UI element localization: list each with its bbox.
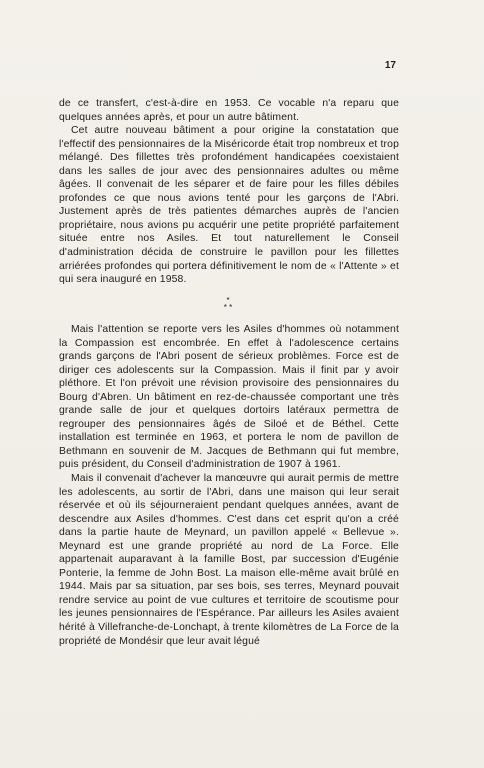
asterism-bottom: * * (223, 303, 233, 312)
paragraph: Mais l'attention se reporte vers les Asiles d'hommes où notamment la Compassion est encombrée. En effet à l'adolescence certains grands garçons de l'Abri posent de sérieux problèmes. Force est de diriger ces adolescents sur la Compassion. Mais il finit par y avoir pléthore. Et l'on prévoit une révision provisoire des pensionnaires du Bourg d'Abren. Un bâtiment en rez-de-chaussée comportant une très grande salle de jour et quelques dortoirs latéraux permettra de regrouper des pensionnaires âgés de Siloé et de Béthel. Cette installation est terminée en 1963, et portera le nom de pavillon de Bethmann en souvenir de M. Jacques de Bethmann qui fut membre, puis président, du Conseil d'administration de 1907 à 1961. (59, 324, 399, 471)
page-number: 17 (384, 60, 396, 71)
asterism-top: * (226, 296, 230, 305)
paragraph: Mais il convenait d'achever la manœuvre qui aurait permis de mettre les adolescents, au sortir de l'Abri, dans une maison qui leur serait réservée et où ils séjourneraient pendant quelques années, avant de descendre aux Asiles d'hommes. C'est dans cet esprit qu'on a créé dans la partie haute de Meynard, un pavillon appelé « Bellevue ». Meynard est une grande propriété au nord de La Force. Elle appartenait auparavant à la famille Bost, par succession d'Eugénie Ponterie, la femme de John Bost. La maison elle-même avait brûlé en 1944. Mais par sa situation, par ses bois, ses terres, Meynard pouvait rendre service au point de vue cultures et territoire de scoutisme pour les jeunes pensionnaires de l'Espérance. Par ailleurs les Asiles avaient hérité à Villefranche-de-Lonchapt, à trente kilomètres de La Force de la propriété de Mondésir que leur avait légué (59, 473, 399, 647)
section-separator-asterism (213, 297, 243, 313)
text-block-first (59, 97, 399, 287)
paragraph: de ce transfert, c'est-à-dire en 1953. Ce vocable n'a reparu que quelques années après, et pour un autre bâtiment. (59, 98, 399, 123)
text-block-second (59, 323, 399, 648)
paragraph: Cet autre nouveau bâtiment a pour origine la constatation que l'effectif des pensionnaires de la Miséricorde était trop nombreux et trop mélangé. Des fillettes très profondément handicapées coexistaient dans les salles de jour avec des pensionnaires adultes ou même âgées. Il convenait de les séparer et de faire pour les filles débiles profondes ce que nous avions tenté pour les garçons de l'Abri. Justement après de très patientes démarches auprès de l'ancien propriétaire, nous avions pu acquérir une petite propriété parfaitement située entre nos Asiles. Et tout naturellement le Conseil d'administration décida de construire le pavillon pour les fillettes arriérées profondes qui portera définitivement le nom de « l'Attente » et qui sera inauguré en 1958. (59, 125, 399, 286)
